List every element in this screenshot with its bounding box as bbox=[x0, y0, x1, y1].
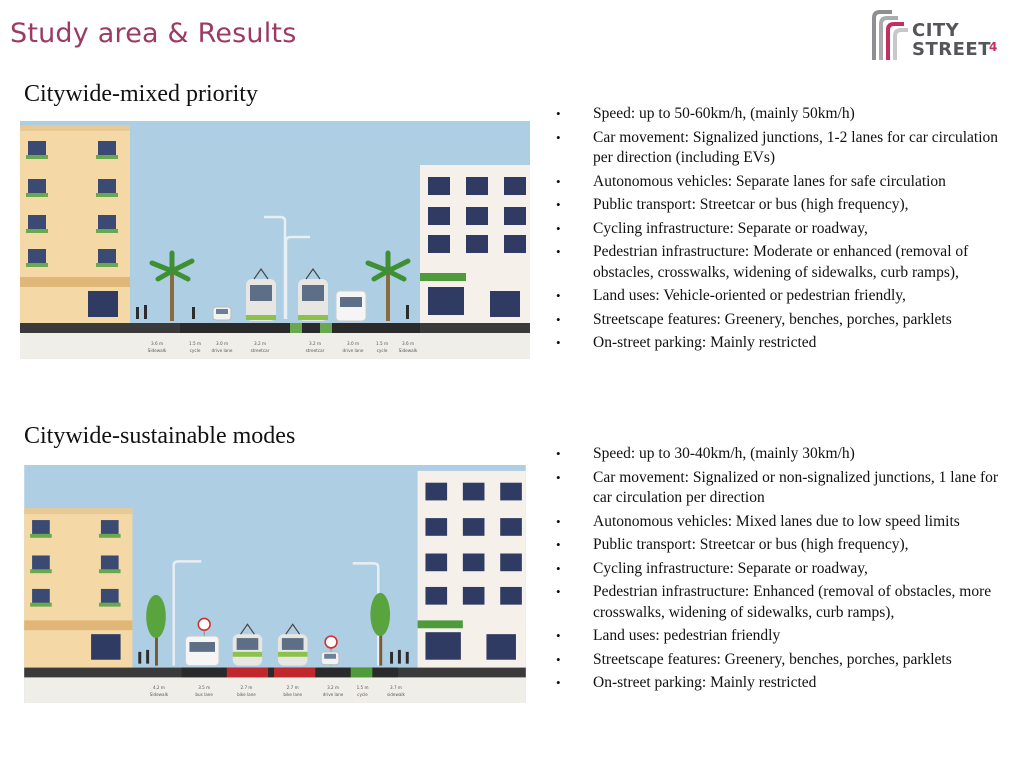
list-item: • Streetscape features: Greenery, benches, porches, parklets bbox=[552, 310, 1012, 331]
svg-text:2.7 m: 2.7 m bbox=[240, 685, 253, 691]
svg-text:3.0 m: 3.0 m bbox=[215, 341, 229, 346]
svg-text:3.2 m: 3.2 m bbox=[253, 341, 267, 346]
svg-text:1.5 m: 1.5 m bbox=[356, 685, 369, 691]
svg-text:Sidewalk: Sidewalk bbox=[147, 348, 167, 353]
svg-text:bike lane: bike lane bbox=[283, 692, 303, 698]
svg-text:1.5 m: 1.5 m bbox=[375, 341, 389, 346]
list-item: • Streetscape features: Greenery, benches, porches, parklets bbox=[552, 650, 1012, 671]
left-building-icon bbox=[24, 508, 132, 669]
svg-text:cycle: cycle bbox=[376, 348, 388, 353]
list-item: • Land uses: Vehicle-oriented or pedestrian friendly, bbox=[552, 286, 1012, 307]
logo-city-text: CITY bbox=[912, 20, 960, 41]
list-item: • Car movement: Signalized junctions, 1-2 lanes for car circulation per direction (including EVs) bbox=[552, 128, 1012, 169]
svg-text:Sidewalk: Sidewalk bbox=[149, 692, 169, 698]
street-cross-section-mixed-priority bbox=[20, 121, 530, 359]
street-cross-section-sustainable-modes bbox=[20, 465, 530, 703]
bullet-list-sustainable-modes bbox=[552, 444, 1012, 697]
svg-text:3.2 m: 3.2 m bbox=[308, 341, 322, 346]
right-building-icon bbox=[418, 471, 526, 670]
svg-text:4.2 m: 4.2 m bbox=[153, 685, 165, 691]
svg-text:drive lane: drive lane bbox=[342, 348, 364, 353]
svg-text:cycle: cycle bbox=[189, 348, 201, 353]
right-building-icon bbox=[420, 165, 530, 325]
city-street-logo bbox=[870, 8, 1010, 64]
list-item: • On-street parking: Mainly restricted bbox=[552, 333, 1012, 354]
section-title-mixed-priority: Citywide-mixed priority bbox=[24, 81, 258, 107]
svg-text:3.5 m: 3.5 m bbox=[198, 685, 211, 691]
list-item: • Pedestrian infrastructure: Moderate or enhanced (removal of obstacles, crosswalks, widening of sidewalks, curb ramps), bbox=[552, 242, 1012, 283]
list-item: • Public transport: Streetcar or bus (high frequency), bbox=[552, 535, 1012, 556]
svg-text:sidewalk: sidewalk bbox=[387, 692, 405, 698]
page-title: Study area & Results bbox=[10, 18, 297, 49]
list-item: • Cycling infrastructure: Separate or roadway, bbox=[552, 219, 1012, 240]
svg-text:bike lane: bike lane bbox=[237, 692, 256, 698]
list-item: • Car movement: Signalized or non-signalized junctions, 1 lane for car circulation per direction bbox=[552, 468, 1012, 509]
logo-number: 4 bbox=[989, 40, 998, 54]
svg-text:Sidewalk: Sidewalk bbox=[398, 348, 418, 353]
left-building-icon bbox=[20, 125, 130, 325]
svg-text:3.6 m: 3.6 m bbox=[401, 341, 415, 346]
list-item: • Pedestrian infrastructure: Enhanced (removal of obstacles, more crosswalks, widening of sidewalks, curb ramps), bbox=[552, 582, 1012, 623]
svg-text:streetcar: streetcar bbox=[250, 348, 270, 353]
logo-street-text: STREET bbox=[912, 39, 991, 60]
svg-text:2.7 m: 2.7 m bbox=[286, 685, 299, 691]
list-item: • Autonomous vehicles: Mixed lanes due to low speed limits bbox=[552, 512, 1012, 533]
list-item: • Speed: up to 50-60km/h, (mainly 50km/h) bbox=[552, 104, 1012, 125]
svg-text:3.7 m: 3.7 m bbox=[390, 685, 402, 691]
svg-text:3.2 m: 3.2 m bbox=[327, 685, 339, 691]
svg-text:drive lane: drive lane bbox=[211, 348, 233, 353]
list-item: • Cycling infrastructure: Separate or roadway, bbox=[552, 559, 1012, 580]
bullet-list-mixed-priority bbox=[552, 104, 1012, 357]
svg-text:drive lane: drive lane bbox=[322, 692, 344, 698]
svg-text:cycle: cycle bbox=[357, 692, 368, 698]
logo-mark-icon bbox=[870, 10, 910, 64]
svg-text:3.6 m: 3.6 m bbox=[150, 341, 164, 346]
list-item: • On-street parking: Mainly restricted bbox=[552, 673, 1012, 694]
bus-icon bbox=[336, 291, 366, 321]
list-item: • Speed: up to 30-40km/h, (mainly 30km/h) bbox=[552, 444, 1012, 465]
svg-text:3.0 m: 3.0 m bbox=[346, 341, 360, 346]
section-title-sustainable-modes: Citywide-sustainable modes bbox=[24, 423, 296, 449]
list-item: • Autonomous vehicles: Separate lanes for safe circulation bbox=[552, 172, 1012, 193]
svg-text:streetcar: streetcar bbox=[305, 348, 325, 353]
list-item: • Land uses: pedestrian friendly bbox=[552, 626, 1012, 647]
svg-text:bus lane: bus lane bbox=[195, 692, 213, 698]
car-icon bbox=[321, 652, 339, 665]
bus-icon bbox=[186, 636, 219, 666]
svg-text:1.5 m: 1.5 m bbox=[188, 341, 202, 346]
list-item: • Public transport: Streetcar or bus (high frequency), bbox=[552, 195, 1012, 216]
car-icon bbox=[213, 307, 231, 320]
